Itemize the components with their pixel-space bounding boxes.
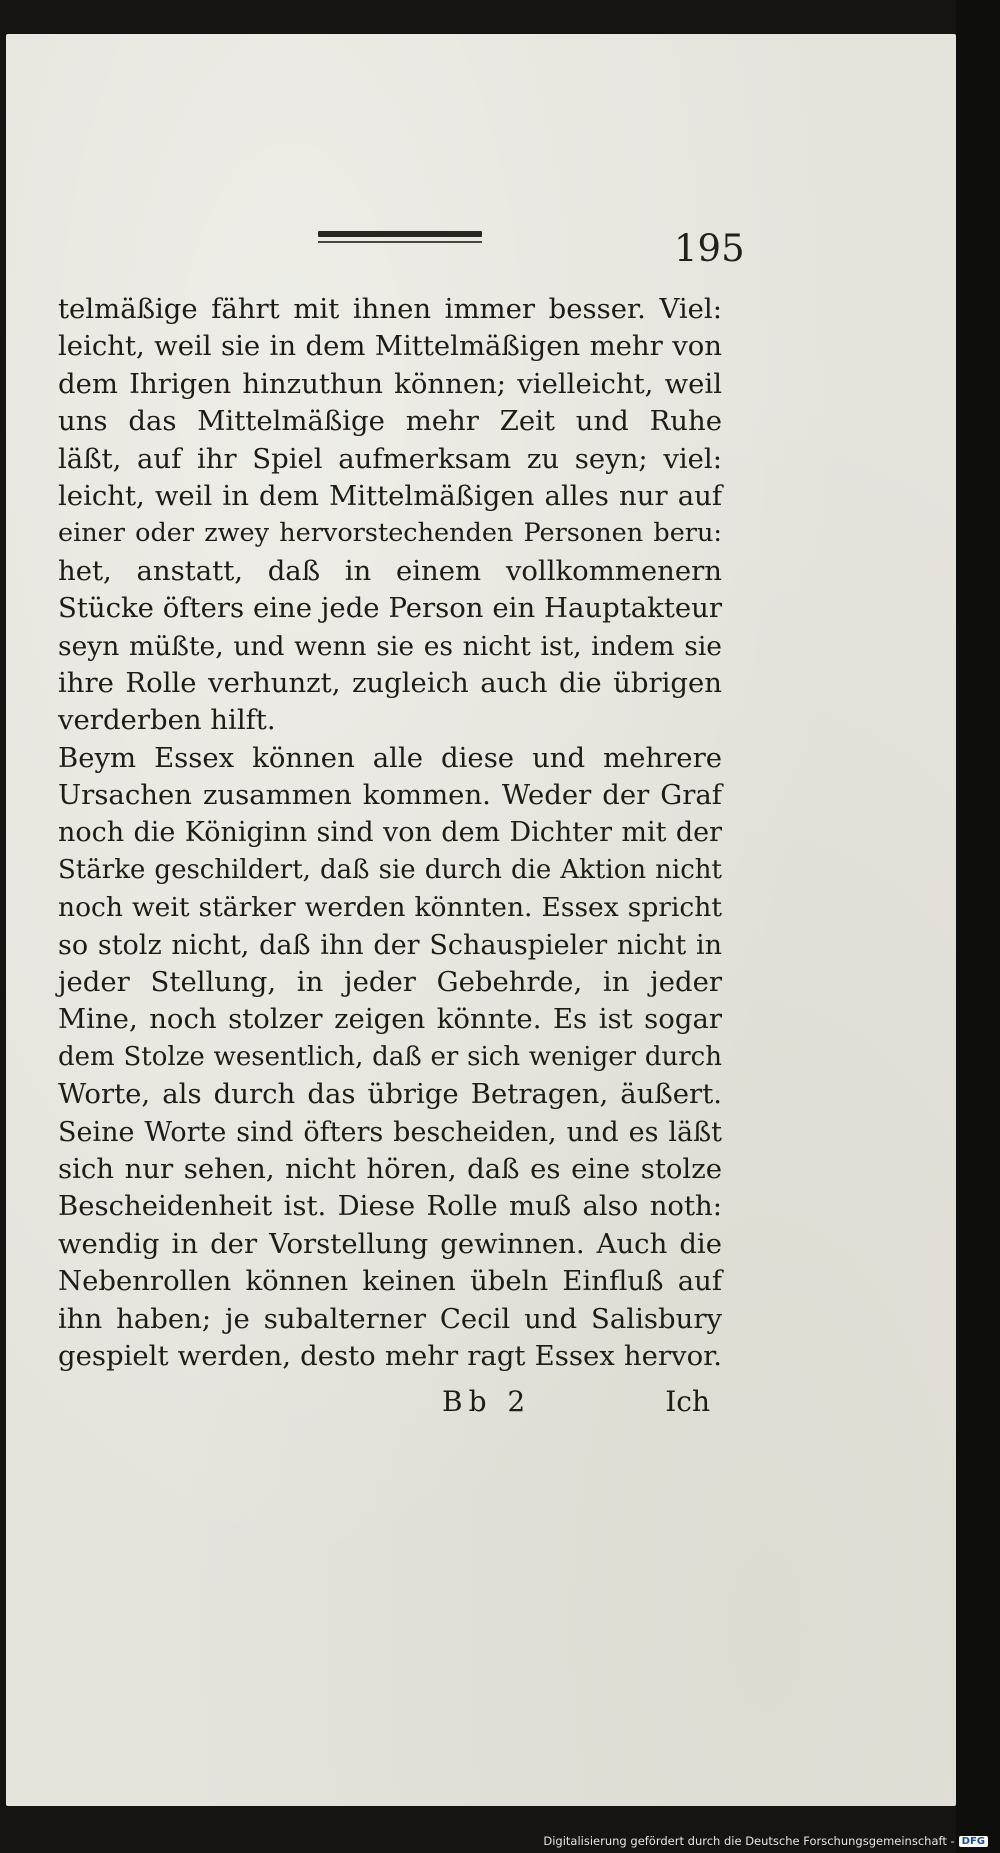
text-line: Stücke öfters eine jede Person ein Hauptakteur <box>58 592 722 625</box>
text-line: Bescheidenheit ist. Diese Rolle muß also noth: <box>58 1190 722 1223</box>
body-text <box>58 291 722 1375</box>
book-page <box>6 34 956 1806</box>
credit-text: Digitalisierung gefördert durch die Deutsche Forschungsgemeinschaft - <box>543 1834 955 1848</box>
text-line: gespielt werden, desto mehr ragt Essex hervor. <box>58 1339 722 1372</box>
text-line: wendig in der Vorstellung gewinnen. Auch die <box>58 1227 722 1260</box>
catchword: Ich <box>665 1385 710 1418</box>
text-line: ihre Rolle verhunzt, zugleich auch die übrigen <box>58 666 722 699</box>
text-line: uns das Mittelmäßige mehr Zeit und Ruhe <box>58 405 722 438</box>
dfg-logo: DFG <box>959 1836 988 1847</box>
text-line: Beym Essex können alle diese und mehrere <box>58 741 722 774</box>
text-line: sich nur sehen, nicht hören, daß es eine stolze <box>58 1152 722 1185</box>
text-line: läßt, auf ihr Spiel aufmerksam zu seyn; viel: <box>58 442 722 475</box>
text-line: jeder Stellung, in jeder Gebehrde, in jeder <box>58 966 722 999</box>
text-line: einer oder zwey hervorstechenden Personen beru: <box>58 518 722 549</box>
text-line: Mine, noch stolzer zeigen könnte. Es ist sogar <box>58 1003 722 1036</box>
page-footer <box>58 1385 722 1425</box>
text-line: het, anstatt, daß in einem vollkommenern <box>58 554 722 587</box>
text-line: leicht, weil in dem Mittelmäßigen alles nur auf <box>58 479 722 512</box>
text-line: Nebenrollen können keinen übeln Einfluß auf <box>58 1265 722 1298</box>
text-line: so stolz nicht, daß ihn der Schauspieler nicht in <box>58 929 722 961</box>
text-line: noch die Königinn sind von dem Dichter mit der <box>58 817 722 849</box>
page-number: 195 <box>674 227 745 270</box>
text-line: Seine Worte sind öfters bescheiden, und es läßt <box>58 1116 722 1148</box>
text-line: verderben hilft. <box>58 704 276 737</box>
text-line: noch weit stärker werden könnten. Essex spricht <box>58 892 722 924</box>
text-line: telmäßige fährt mit ihnen immer besser. Viel: <box>58 293 722 325</box>
text-line: dem Ihrigen hinzuthun können; vielleicht, weil <box>58 367 722 400</box>
signature-mark: Bb 2 <box>442 1385 532 1418</box>
scan-background-bar <box>956 0 1000 1853</box>
text-line: dem Stolze wesentlich, daß er sich weniger durch <box>58 1041 722 1072</box>
text-line: ihn haben; je subalterner Cecil und Salisbury <box>58 1302 722 1335</box>
text-line: Worte, als durch das übrige Betragen, äußert. <box>58 1078 722 1111</box>
text-line: leicht, weil sie in dem Mittelmäßigen mehr von <box>58 330 722 363</box>
digitization-credit <box>520 1834 988 1850</box>
text-line: seyn müßte, und wenn sie es nicht ist, indem sie <box>58 630 722 662</box>
text-line: Stärke geschildert, daß sie durch die Aktion nicht <box>58 854 722 885</box>
header-rule <box>318 231 482 237</box>
text-line: Ursachen zusammen kommen. Weder der Graf <box>58 779 722 812</box>
